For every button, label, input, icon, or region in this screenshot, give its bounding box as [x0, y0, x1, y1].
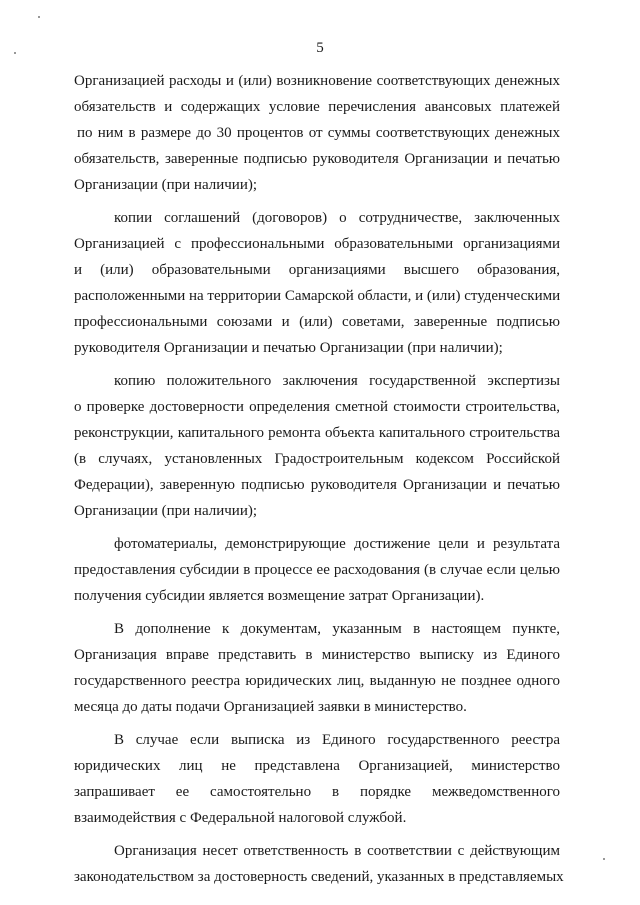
text-line: юридических лиц не представлена Организацией, министерство [74, 758, 560, 774]
paragraph-photo-materials [74, 531, 560, 609]
text-line: законодательством за достоверность сведений, указанных в представляемых [74, 869, 564, 885]
text-line: Организация несет ответственность в соответствии с действующим [114, 843, 560, 859]
paragraph-ministry-request [74, 727, 560, 831]
text-line: В случае если выписка из Единого государственного реестра [114, 732, 560, 748]
text-line: (в случаях, установленных Градостроительным кодексом Российской [74, 451, 560, 467]
paragraph-expense-obligations [74, 68, 560, 198]
text-line: копию положительного заключения государственной экспертизы [114, 373, 560, 389]
text-line: обязательств, заверенные подписью руководителя Организации и печатью [74, 151, 560, 167]
paragraph-cooperation-agreements [74, 205, 560, 361]
text-line: и (или) образовательными организациями высшего образования, [74, 262, 560, 278]
scan-speck [603, 858, 605, 860]
text-line: по ним в размере до 30 процентов от суммы соответствующих денежных [77, 125, 560, 141]
text-line: взаимодействия с Федеральной налоговой службой. [74, 810, 407, 826]
text-line: Организации (при наличии); [74, 503, 258, 519]
text-line: фотоматериалы, демонстрирующие достижение цели и результата [114, 536, 560, 552]
text-line: получения субсидии является возмещение затрат Организации). [74, 588, 485, 604]
text-line: Организацией с профессиональными образовательными организациями [74, 236, 560, 252]
text-line: Организацией расходы и (или) возникновение соответствующих денежных [74, 73, 560, 89]
text-line: копии соглашений (договоров) о сотрудничестве, заключенных [114, 210, 560, 226]
text-line: месяца до даты подачи Организацией заявки в министерство. [74, 699, 467, 715]
text-line: предоставления субсидии в процессе ее расходования (в случае если целью [74, 562, 560, 578]
text-line: профессиональными союзами и (или) советами, заверенные подписью [74, 314, 560, 330]
text-line: государственного реестра юридических лиц, выданную не позднее одного [74, 673, 560, 689]
text-line: Организация вправе представить в министерство выписку из Единого [74, 647, 560, 663]
text-line: В дополнение к документам, указанным в настоящем пункте, [114, 621, 560, 637]
paragraph-responsibility [74, 838, 564, 890]
text-line: о проверке достоверности определения сметной стоимости строительства, [74, 399, 560, 415]
paragraph-registry-extract [74, 616, 560, 720]
text-line: Федерации), заверенную подписью руководителя Организации и печатью [74, 477, 560, 493]
text-line: реконструкции, капитального ремонта объекта капитального строительства [74, 425, 560, 441]
paragraph-state-expertise [74, 368, 560, 524]
text-line: Организации (при наличии); [74, 177, 258, 193]
text-line: запрашивает ее самостоятельно в порядке межведомственного [74, 784, 560, 800]
text-line: обязательств и содержащих условие перечисления авансовых платежей [74, 99, 560, 115]
text-line: расположенными на территории Самарской области, и (или) студенческими [74, 288, 561, 304]
text-line: руководителя Организации и печатью Организации (при наличии); [74, 340, 503, 356]
page-number: 5 [316, 40, 324, 56]
scan-speck [38, 16, 40, 18]
document-body [74, 68, 564, 890]
